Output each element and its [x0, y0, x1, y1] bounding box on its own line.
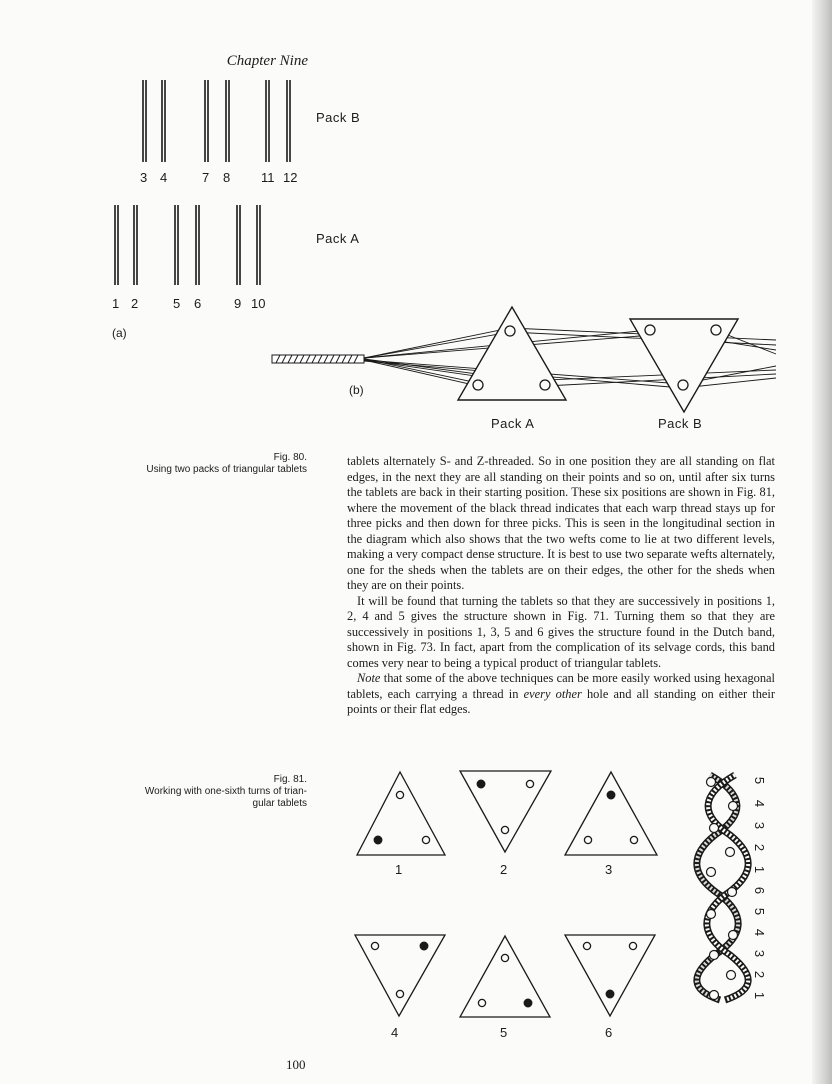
tablet-number: 7 — [202, 170, 210, 185]
tablet-number: 6 — [194, 296, 202, 311]
fig81-caption-text: Working with one-sixth turns of trian- — [144, 786, 307, 797]
panel-a-label: (a) — [112, 326, 127, 340]
fig81-caption-text: gular tablets — [252, 798, 307, 809]
chapter-header: Chapter Nine — [226, 53, 308, 69]
longitudinal-section — [697, 775, 748, 1000]
position-label: 5 — [500, 1025, 508, 1040]
position-label: 2 — [500, 862, 508, 877]
position-label: 4 — [391, 1025, 399, 1040]
section-label: 2 — [752, 970, 768, 979]
section-label: 6 — [752, 886, 768, 895]
tablet-number: 4 — [160, 170, 168, 185]
tablet-position-1 — [357, 772, 445, 855]
tablet-position-3 — [565, 772, 657, 855]
pack-b-label: Pack B — [316, 110, 361, 125]
section-label: 5 — [752, 907, 768, 916]
fig80-caption-text: Using two packs of triangular tablets — [146, 464, 307, 475]
tablet-number: 5 — [173, 296, 181, 311]
tablet-position-6 — [565, 935, 655, 1016]
section-label: 3 — [752, 821, 768, 830]
position-label: 6 — [605, 1025, 613, 1040]
section-label: 2 — [752, 843, 768, 852]
tablet-number: 8 — [223, 170, 231, 185]
tablet-number: 2 — [131, 296, 139, 311]
fig81-caption-number: Fig. 81. — [273, 774, 307, 785]
body-paragraph: tablets alternately S- and Z-threaded. So in one position they are all standing on flat edges, in the next they are all standing on their points and so on, until after six turns the tablets are back in their starting position. These six positions are shown in Fig. 81, where the movement of the black thread indicates that each warp thread stays up for three picks and then down for three picks. This is seen in the longitudinal section in the diagram which also shows that the two wefts come to lie at two different levels, making a very compact dense structure. It is best to use two separate wefts alternately, one for the sheds when the tablets are on their edges, the other for the sheds when they are on their points. — [347, 454, 775, 592]
page-number: 100 — [286, 1057, 306, 1072]
pack-b-bottom-label: Pack B — [658, 416, 703, 431]
section-label: 3 — [752, 949, 768, 958]
tablet-number: 10 — [251, 296, 266, 311]
tablet-position-5 — [460, 936, 550, 1017]
section-label: 1 — [752, 865, 768, 874]
position-label: 1 — [395, 862, 403, 877]
body-paragraph: It will be found that turning the tablets so that they are successively in positions 1, 2, 4 and 5 gives the structure shown in Fig. 71. Turning them so that they are successively in positions 1, 3, 5 and 6 gives the structure found in the Dutch band, shown in Fig. 73. In fact, apart from the complication of its selvage cords, this band comes very near to being a typical product of triangular tablets. — [347, 593, 775, 670]
tablet-number: 3 — [140, 170, 148, 185]
fig80-caption-number: Fig. 80. — [273, 452, 307, 463]
tablet-number: 1 — [112, 296, 120, 311]
note-label: Note — [357, 671, 381, 685]
tablet-number: 11 — [261, 170, 275, 185]
section-label: 4 — [752, 928, 768, 937]
pack-a-bottom-label: Pack A — [491, 416, 535, 431]
section-label: 4 — [752, 799, 768, 808]
tablet-position-2 — [460, 771, 551, 852]
body-paragraph-note: Note that some of the above techniques can be more easily worked using hexagonal tablets, each carrying a thread in every other hole and all standing on either their points or their flat edges. — [347, 671, 775, 716]
position-label: 3 — [605, 862, 613, 877]
tablet-position-4 — [355, 935, 445, 1016]
tablet-number: 12 — [283, 170, 298, 185]
section-label: 5 — [752, 776, 768, 785]
panel-b-label: (b) — [349, 383, 364, 397]
pack-a-label: Pack A — [316, 231, 360, 246]
section-label: 1 — [752, 991, 768, 1000]
tablet-number: 9 — [234, 296, 242, 311]
